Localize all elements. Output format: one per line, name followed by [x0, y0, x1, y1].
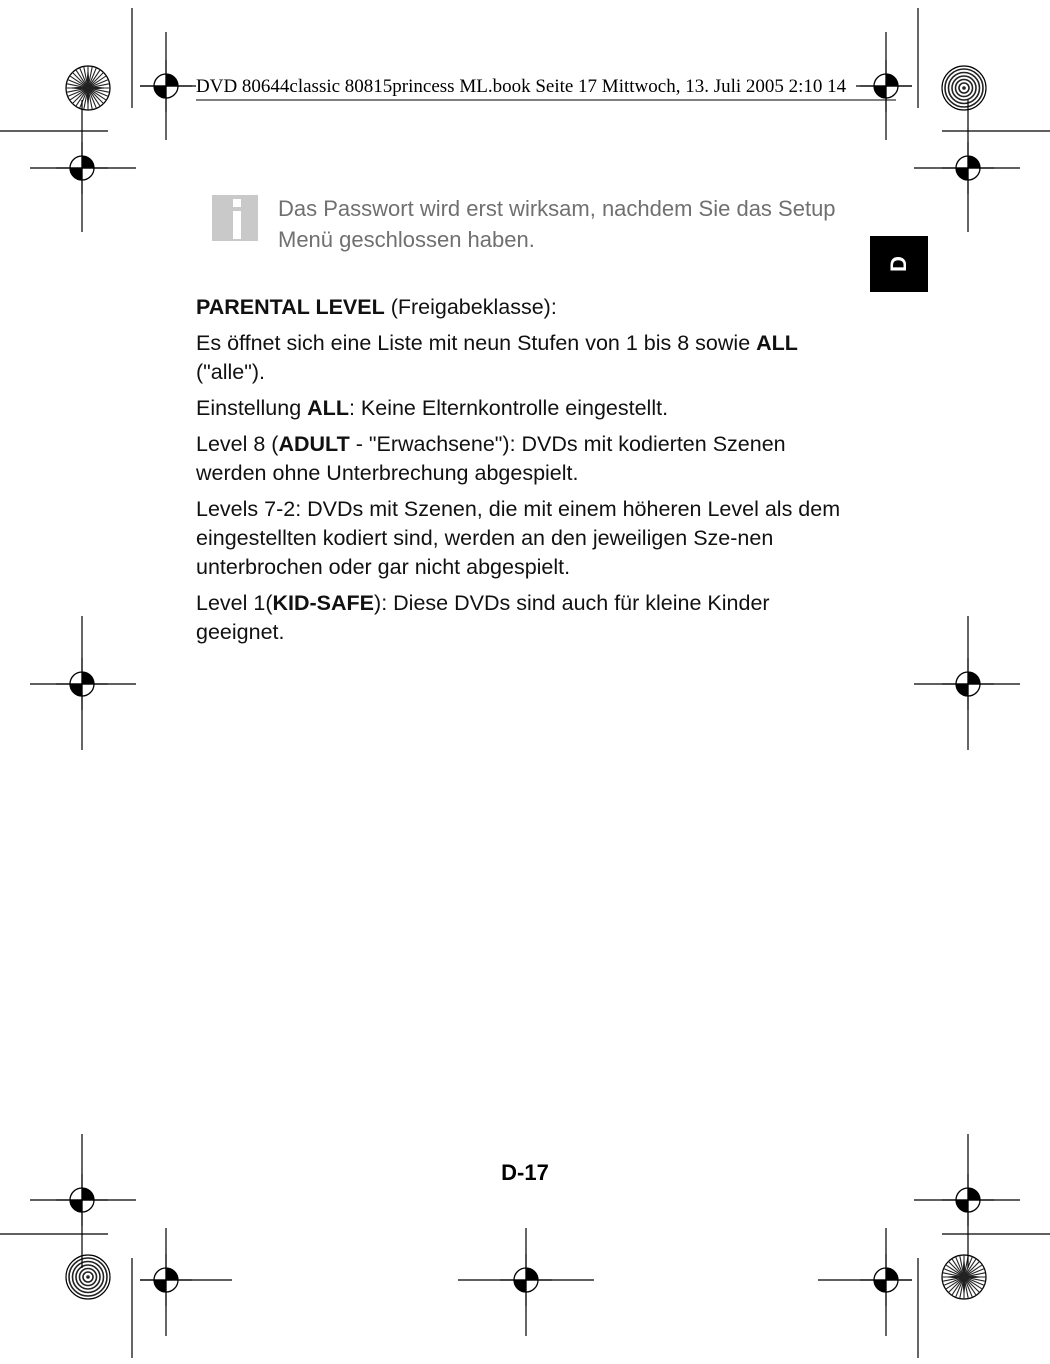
paragraph-level-8 — [196, 430, 856, 488]
language-tab-label: D — [885, 256, 911, 272]
info-note-text: Das Passwort wird erst wirksam, nachdem Sie das Setup Menü geschlossen haben. — [278, 196, 836, 252]
paragraph-text: Level 8 ( — [196, 432, 279, 456]
paragraph-text: Level 1( — [196, 591, 273, 615]
paragraph-level-1 — [196, 589, 856, 647]
term-all: ALL — [756, 331, 798, 355]
paragraph-text: Es öffnet sich eine Liste mit neun Stufen von 1 bis 8 sowie — [196, 331, 757, 355]
paragraph-text: - "Erwachsene"): DVDs mit kodierten Szenen werden ohne Unterbrechung abgespielt. — [196, 432, 786, 485]
print-slug-line: DVD 80644classic 80815princess ML.book Seite 17 Mittwoch, 13. Juli 2005 2:10 14 — [196, 76, 847, 97]
paragraph-levels-7-2: Levels 7-2: DVDs mit Szenen, die mit einem höheren Level als dem eingestellten kodiert sind, werden an den jeweiligen Sze-nen unterbrochen oder gar nicht abgespielt. — [196, 497, 841, 579]
paragraph-text: : Keine Elternkontrolle eingestellt. — [348, 396, 669, 420]
parental-level-section — [196, 293, 856, 654]
paragraph-list-levels — [196, 329, 856, 387]
registration-starburst-icon — [942, 1255, 986, 1299]
registration-starburst-icon — [66, 66, 110, 110]
page-number: D-17 — [501, 1160, 549, 1185]
info-icon — [212, 195, 258, 241]
section-heading — [196, 293, 856, 322]
term-all: ALL — [307, 396, 349, 420]
heading-term: PARENTAL LEVEL — [196, 295, 385, 319]
heading-rest: (Freigabeklasse): — [384, 295, 557, 319]
registration-rings-icon — [66, 1255, 110, 1299]
language-tab — [870, 236, 928, 292]
term-kid-safe: KID-SAFE — [272, 591, 375, 615]
registration-rings-icon — [942, 66, 986, 110]
paragraph-text: ("alle"). — [196, 360, 266, 384]
term-adult: ADULT — [278, 432, 350, 456]
paragraph-setting-all — [196, 394, 856, 423]
paragraph-text: ): Diese DVDs sind auch für kleine Kinder geeignet. — [196, 591, 770, 644]
paragraph-text: Einstellung — [196, 396, 308, 420]
